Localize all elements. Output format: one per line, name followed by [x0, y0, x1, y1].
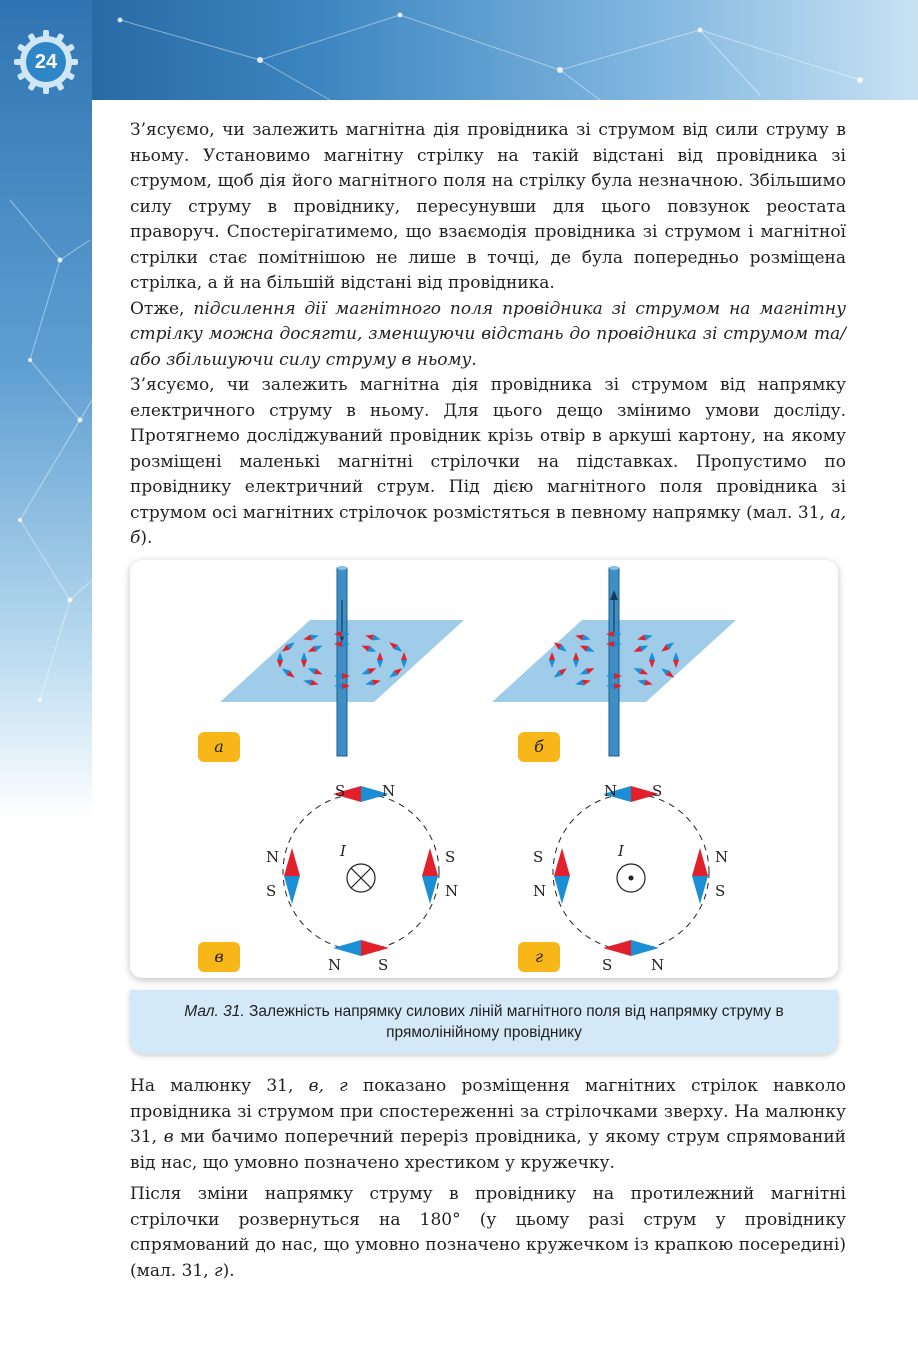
- paragraph-figure-description: [130, 1074, 846, 1176]
- text-span: показано розміщення магнітних стрілок навколо провідника зі струмом при спостереженні за стрілочками зверху. На малюнку 31,: [130, 1076, 847, 1147]
- panel-v-diagram: [283, 786, 439, 956]
- pole-label: S: [715, 882, 726, 900]
- paragraph-direction-end: ).: [140, 528, 153, 548]
- figure-ref-italic: г: [214, 1260, 223, 1281]
- pole-label: S: [652, 782, 663, 800]
- figure-illustrations: [130, 560, 838, 978]
- caption-label: Мал. 31.: [184, 1003, 245, 1020]
- pole-label: N: [328, 956, 342, 974]
- figure-label-v: в: [198, 942, 240, 972]
- pole-label: S: [533, 848, 544, 866]
- pole-label: N: [604, 782, 618, 800]
- figure-ref-italic: в, г: [308, 1076, 348, 1096]
- conclusion-italic: підсилення дії магнітного поля провідника зі струмом на магнітну стрілку можна досягти, зменшуючи відстань до провідника зі струмом та/або збільшуючи силу струму в ньому.: [130, 298, 846, 370]
- text-span: Після зміни напрямку струму в провіднику на протилежний магнітні стрілочки розвернуться на 180° (у цьому разі струм у провіднику спрямований до нас, що умовно позначено кружечком із крапкою посередині) (мал. 31,: [130, 1184, 846, 1281]
- paragraph-conclusion: [130, 297, 846, 374]
- text-span: ).: [222, 1260, 235, 1281]
- text-span: На малюнку 31,: [130, 1076, 309, 1096]
- current-label: I: [618, 842, 624, 860]
- figure-label-b: б: [518, 732, 560, 762]
- conclusion-lead: Отже,: [130, 298, 194, 319]
- figure-label-a: а: [198, 732, 240, 762]
- pole-label: S: [602, 956, 613, 974]
- figure-caption: [130, 990, 838, 1054]
- body-text-bottom: [130, 1074, 846, 1284]
- caption-text: Залежність напрямку силових ліній магнітного поля від напрямку струму в прямолінійному провіднику: [244, 1003, 784, 1041]
- paragraph-reverse-current: [130, 1182, 846, 1284]
- pole-label: S: [266, 882, 277, 900]
- page-number: 24: [34, 51, 58, 73]
- text-span: ми бачимо поперечний переріз провідника, у якому струм спрямований від нас, що умовно позначено хрестиком у кружечку.: [130, 1127, 846, 1173]
- figure-31: [130, 560, 838, 978]
- pole-label: S: [378, 956, 389, 974]
- body-text-top: [130, 118, 846, 552]
- pole-label: N: [651, 956, 665, 974]
- pole-label: N: [382, 782, 396, 800]
- pole-label: S: [335, 782, 346, 800]
- panel-b-illustration: [492, 566, 736, 756]
- paragraph-current-strength: З’ясуємо, чи залежить магнітна дія провідника зі струмом від сили струму в ньому. Установимо магнітну стрілку на такій відстані від провідника зі струмом, щоб дія його магнітного поля на стрілку була незначною. Збільшимо силу струму в провіднику, пересунувши для цього повзунок реостата праворуч. Спостерігатимемо, що взаємодія провідника зі струмом і магнітної стрілки стає помітнішою не лише в точці, де була попередньо розміщена стрілка, а й на більшій відстані від провідника.: [130, 120, 846, 293]
- pole-label: N: [533, 882, 547, 900]
- figure-ref-italic: в: [163, 1127, 174, 1147]
- figure-label-g: г: [518, 942, 560, 972]
- figure-ref-italic: а, б: [130, 502, 846, 548]
- paragraph-direction: [130, 373, 846, 552]
- panel-a-illustration: [220, 566, 464, 756]
- paragraph-direction-text: З’ясуємо, чи залежить магнітна дія провідника зі струмом від напрямку електричного струму в ньому. Для цього дещо змінимо умови досліду. Протягнемо досліджуваний провідник крізь отвір в аркуші картону, на якому розміщені маленькі магнітні стрілочки на підставках. Пропустимо по провіднику електричний струм. Під дією магнітного поля провідника зі струмом осі магнітних стрілочок розмістяться в певному напрямку (мал. 31,: [130, 375, 846, 523]
- current-label: I: [340, 842, 346, 860]
- panel-g-diagram: [553, 786, 709, 956]
- pole-label: N: [715, 848, 729, 866]
- pole-label: N: [266, 848, 280, 866]
- pole-label: S: [445, 848, 456, 866]
- pole-label: N: [445, 882, 459, 900]
